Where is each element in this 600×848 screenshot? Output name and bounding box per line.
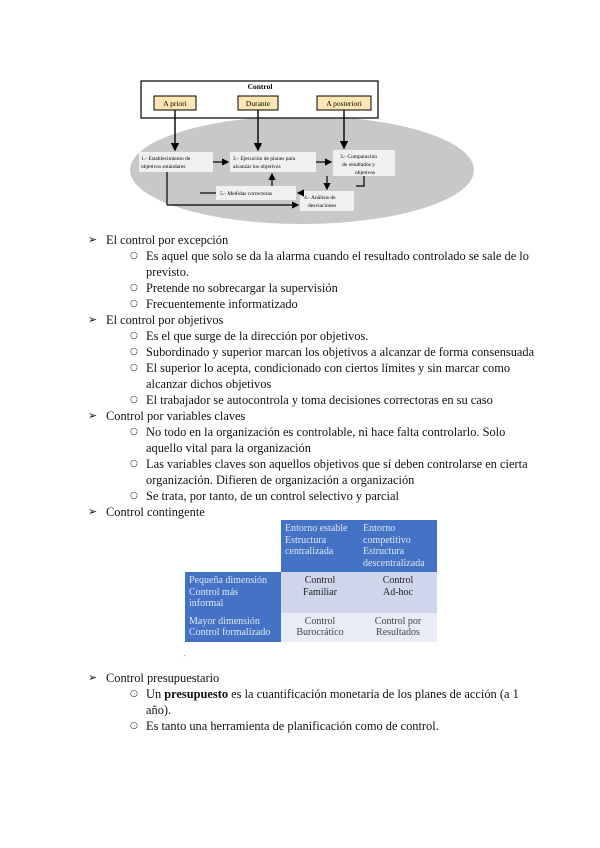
- circle-bullet-icon: ○: [130, 363, 138, 373]
- label-durante: Durante: [245, 99, 271, 108]
- circle-bullet-icon: ○: [130, 427, 138, 437]
- list-item: ○ Subordinado y superior marcan los objetivos a alcanzar de forma consensuada: [130, 345, 535, 359]
- table-row-header-1: Pequeña dimensión Control más informal: [185, 572, 281, 613]
- table-row-header-2: Mayor dimensión Control formalizado: [185, 613, 281, 642]
- list-item: ○ Es aquel que solo se da la alarma cuando el resultado controlado se sale de lo previsto.: [130, 249, 529, 279]
- section-contingente: [88, 504, 558, 520]
- arrow-bullet-icon: ➢: [88, 313, 98, 326]
- list-item: ○ Es el que surge de la dirección por objetivos.: [130, 329, 369, 343]
- circle-bullet-icon: ○: [130, 331, 138, 341]
- circle-bullet-icon: ○: [130, 251, 138, 261]
- step1-line2: objetivos estándares: [141, 164, 186, 170]
- control-title: Control: [247, 82, 273, 91]
- circle-bullet-icon: ○: [130, 299, 138, 309]
- section-presupuestario: [88, 670, 558, 686]
- step3-line1: 3.- Comparación: [340, 154, 377, 160]
- list-item: ○ Pretende no sobrecargar la supervisión: [130, 281, 338, 295]
- stray-mark: ´: [183, 654, 186, 663]
- circle-bullet-icon: ○: [130, 459, 138, 469]
- step3-line2: de resultados y: [342, 162, 375, 168]
- table-corner: [185, 520, 281, 572]
- section-title: El control por objetivos: [106, 313, 224, 327]
- circle-bullet-icon: ○: [130, 689, 138, 699]
- table-cell: Control Burocrático: [281, 613, 359, 642]
- control-diagram: [0, 0, 600, 232]
- section-claves: [88, 408, 558, 424]
- section-excepcion: [88, 232, 558, 248]
- list-item: ○ El trabajador se autocontrola y toma decisiones correctoras en su caso: [130, 393, 493, 407]
- section-title: Control presupuestario: [106, 671, 220, 685]
- presupuestario-content: [88, 670, 558, 734]
- step1-line1: 1.- Establecimiento de: [141, 156, 191, 162]
- table-cell: Control Ad-hoc: [359, 572, 437, 613]
- step2-line1: 2.- Ejecución de planes para: [233, 156, 296, 162]
- section-objetivos: [88, 312, 558, 328]
- list-item: ○ El superior lo acepta, condicionado con ciertos límites y sin marcar como alcanzar dichos objetivos: [130, 361, 511, 391]
- table-cell: Control por Resultados: [359, 613, 437, 642]
- section-title: El control por excepción: [106, 233, 229, 247]
- list-item: ○ No todo en la organización es controlable, ni hace falta controlarlo. Solo aquello vital para la organización: [130, 425, 506, 455]
- section-title: Control por variables claves: [106, 409, 246, 423]
- list-item: ○ Las variables claves son aquellos objetivos que sí deben controlarse en cierta organización. Difieren de organización a organización: [130, 457, 528, 487]
- step3-line3: objetivos: [355, 170, 376, 176]
- list-item: ○ Se trata, por tanto, de un control selectivo y parcial: [130, 489, 399, 503]
- circle-bullet-icon: ○: [130, 347, 138, 357]
- step4-line2: desviaciones: [308, 203, 337, 209]
- table-header-col2: Entorno competitivo Estructura descentralizada: [359, 520, 437, 572]
- table-cell: Control Familiar: [281, 572, 359, 613]
- section-title: Control contingente: [106, 505, 205, 519]
- arrow-bullet-icon: ➢: [88, 409, 98, 422]
- step5-label: 5.- Medidas correctoras: [220, 191, 273, 197]
- circle-bullet-icon: ○: [130, 395, 138, 405]
- list-item: ○ Frecuentemente informatizado: [130, 297, 298, 311]
- main-content: [88, 232, 558, 520]
- circle-bullet-icon: ○: [130, 283, 138, 293]
- step4-line1: 4.- Análisis de: [304, 195, 336, 201]
- step2-line2: alcanzar los objetivos: [233, 164, 281, 170]
- arrow-bullet-icon: ➢: [88, 505, 98, 518]
- contingency-table: [185, 520, 437, 642]
- circle-bullet-icon: ○: [130, 721, 138, 731]
- label-a-priori: A priori: [163, 99, 187, 108]
- list-item: ○ Un presupuesto es la cuantificación monetaria de los planes de acción (a 1 año).: [130, 687, 519, 717]
- circle-bullet-icon: ○: [130, 491, 138, 501]
- label-a-posteriori: A posteriori: [326, 99, 362, 108]
- list-item: ○ Es tanto una herramienta de planificación como de control.: [130, 719, 439, 733]
- table-header-col1: Entorno estable Estructura centralizada: [281, 520, 359, 572]
- arrow-bullet-icon: ➢: [88, 671, 98, 684]
- arrow-bullet-icon: ➢: [88, 233, 98, 246]
